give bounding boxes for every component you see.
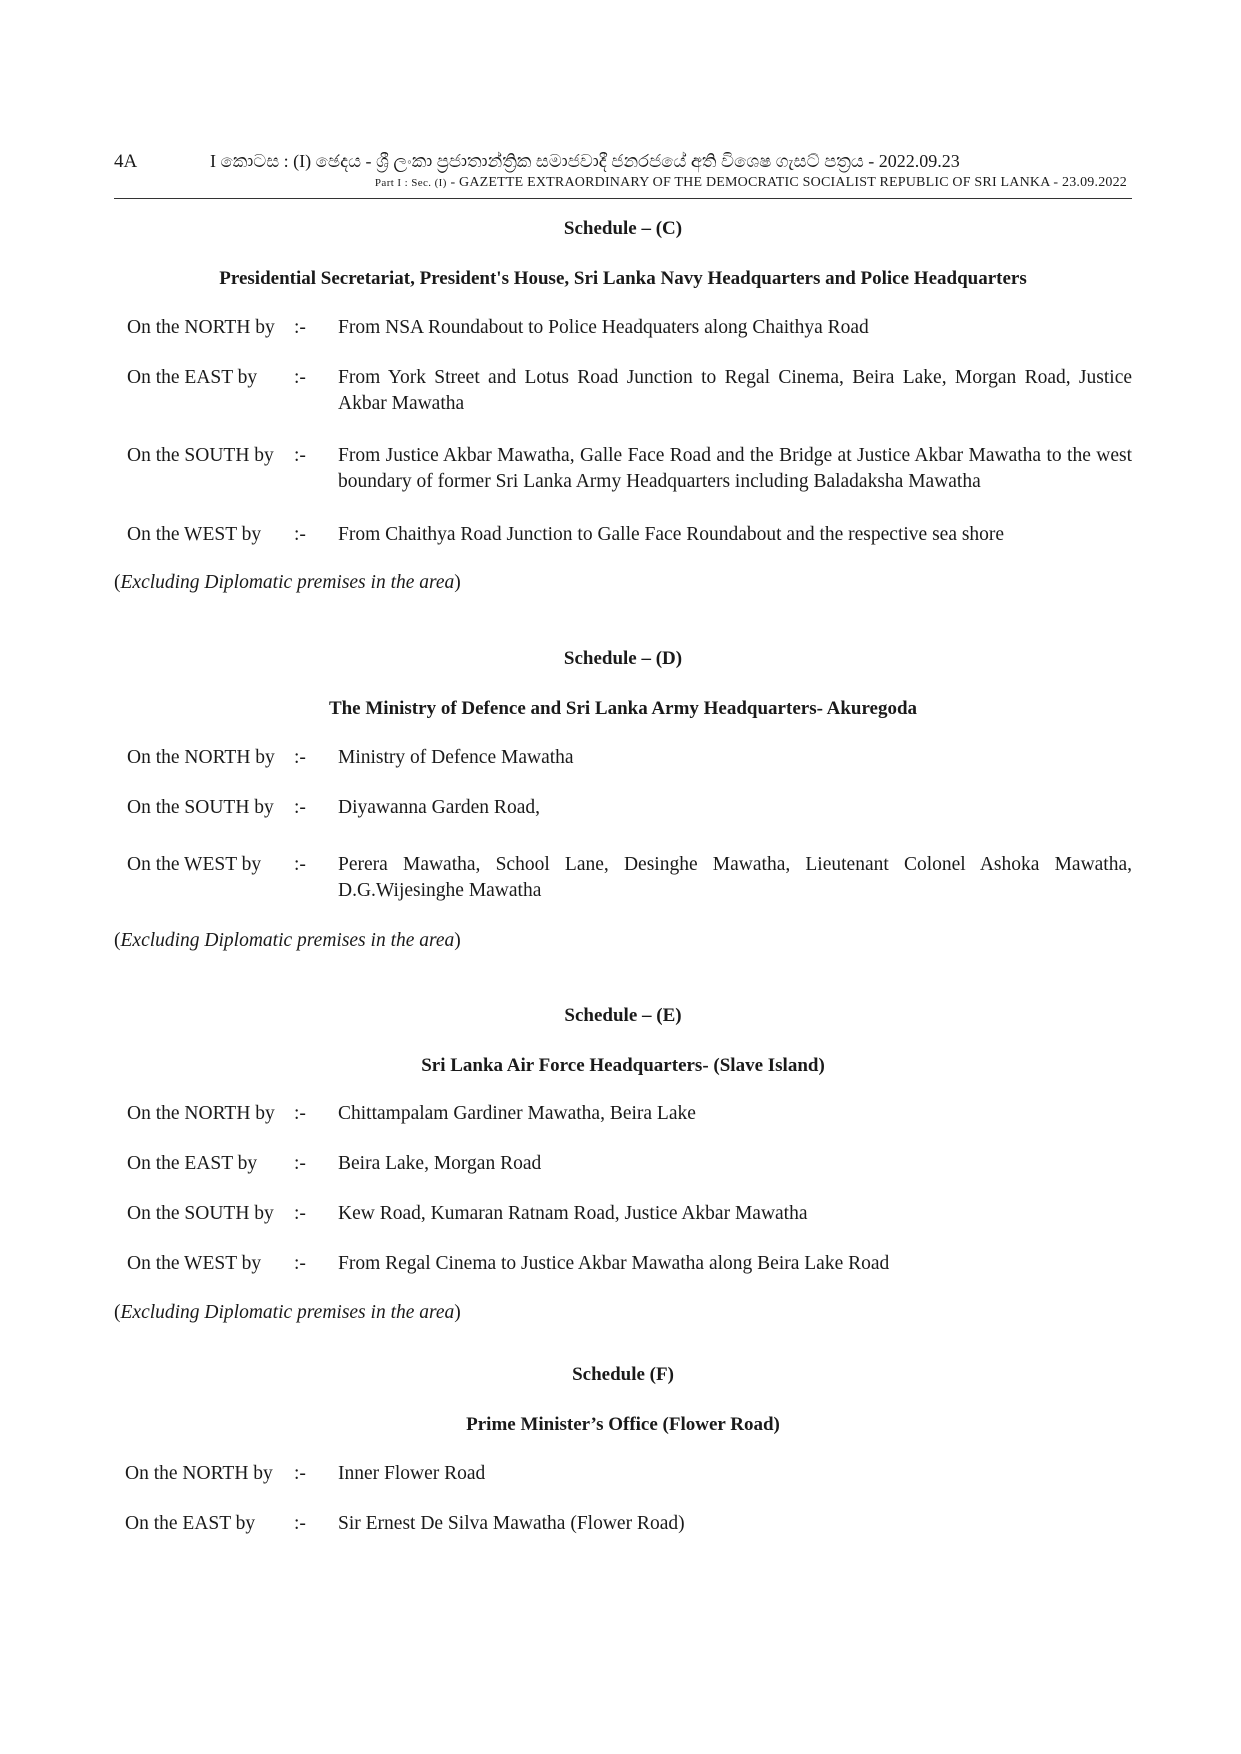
schedule-f-subheading: Prime Minister’s Office (Flower Road) [466,1414,780,1435]
separator: :- [294,445,306,466]
boundary-label: On the NORTH by [125,1463,273,1484]
separator: :- [294,1253,306,1274]
separator: :- [294,747,306,768]
exclusion-note: Excluding Diplomatic premises in the area [120,930,455,951]
separator: :- [294,1153,306,1174]
boundary-description: Chittampalam Gardiner Mawatha, Beira Lake [338,1103,696,1124]
boundary-description: Beira Lake, Morgan Road [338,1153,542,1174]
schedule-c-subheading: Presidential Secretariat, President's House, Sri Lanka Navy Headquarters and Police Headquarters [219,268,1027,289]
exclusion-note: Excluding Diplomatic premises in the area [120,1302,455,1323]
boundary-description: Sir Ernest De Silva Mawatha (Flower Road) [338,1513,685,1534]
separator: :- [294,524,306,545]
boundary-label: On the NORTH by [127,1103,275,1124]
boundary-label: On the EAST by [127,367,258,388]
boundary-description: From Chaithya Road Junction to Galle Face Roundabout and the respective sea shore [338,524,1005,545]
boundary-label: On the EAST by [125,1513,256,1534]
boundary-description: From Justice Akbar Mawatha, Galle Face Road and the Bridge at Justice Akbar Mawatha to the west boundary of former Sri Lanka Army Headquarters including Baladaksha Mawatha [338,445,1132,492]
separator: :- [294,797,306,818]
separator: :- [294,1103,306,1124]
boundary-description: Kew Road, Kumaran Ratnam Road, Justice Akbar Mawatha [338,1203,808,1224]
boundary-label: On the WEST by [127,854,262,875]
boundary-label: On the NORTH by [127,747,275,768]
boundary-description: Inner Flower Road [338,1463,486,1484]
boundary-label: On the WEST by [127,524,262,545]
part-section-label: Part I : Sec. (I) [374,177,447,189]
schedule-d-note: (Excluding Diplomatic premises in the area) [114,930,461,951]
header-rule [114,198,1132,199]
boundary-label: On the SOUTH by [127,445,274,466]
separator: :- [294,367,306,388]
schedule-c-note: (Excluding Diplomatic premises in the area) [114,572,461,593]
boundary-description: From NSA Roundabout to Police Headquaters along Chaithya Road [338,317,869,338]
boundary-description: From York Street and Lotus Road Junction to Regal Cinema, Beira Lake, Morgan Road, Justice Akbar Mawatha [338,367,1132,414]
schedule-d-subheading: The Ministry of Defence and Sri Lanka Army Headquarters- Akuregoda [328,698,918,719]
boundary-label: On the NORTH by [127,317,275,338]
separator: :- [294,854,306,875]
boundary-label: On the SOUTH by [127,797,274,818]
separator: :- [294,317,306,338]
sinhala-header-line: I කොටස : (I) ඡෙදය - ශ්‍රී ලංකා ප්‍රජාතාන්ත්‍රික සමාජවාදී ජනරජයේ අති විශෙෂ ගැසට් පත්‍රය - 2022.09.23 [210,151,960,171]
separator: :- [294,1513,306,1534]
boundary-description: Ministry of Defence Mawatha [338,747,574,768]
separator: :- [294,1203,306,1224]
schedule-e-subheading: Sri Lanka Air Force Headquarters- (Slave Island) [421,1055,825,1076]
boundary-label: On the WEST by [127,1253,262,1274]
boundary-label: On the EAST by [127,1153,258,1174]
exclusion-note: Excluding Diplomatic premises in the area [120,572,455,593]
boundary-description: Perera Mawatha, School Lane, Desinghe Mawatha, Lieutenant Colonel Ashoka Mawatha, D.G.Wijesinghe Mawatha [338,854,1132,901]
boundary-description: Diyawanna Garden Road, [338,797,540,818]
english-header-line [375,175,1127,191]
separator: :- [294,1463,306,1484]
english-header-rest: - GAZETTE EXTRAORDINARY OF THE DEMOCRATIC SOCIALIST REPUBLIC OF SRI LANKA - 23.09.2022 [446,175,1127,190]
schedule-d-heading: Schedule – (D) [563,648,683,669]
boundary-label: On the SOUTH by [127,1203,274,1224]
schedule-f-heading: Schedule (F) [572,1364,674,1385]
schedule-e-heading: Schedule – (E) [564,1005,682,1026]
page-number: 4A [114,151,138,172]
boundary-description: From Regal Cinema to Justice Akbar Mawatha along Beira Lake Road [338,1253,890,1274]
schedule-e-note: (Excluding Diplomatic premises in the area) [114,1302,461,1323]
schedule-c-heading: Schedule – (C) [563,218,683,239]
